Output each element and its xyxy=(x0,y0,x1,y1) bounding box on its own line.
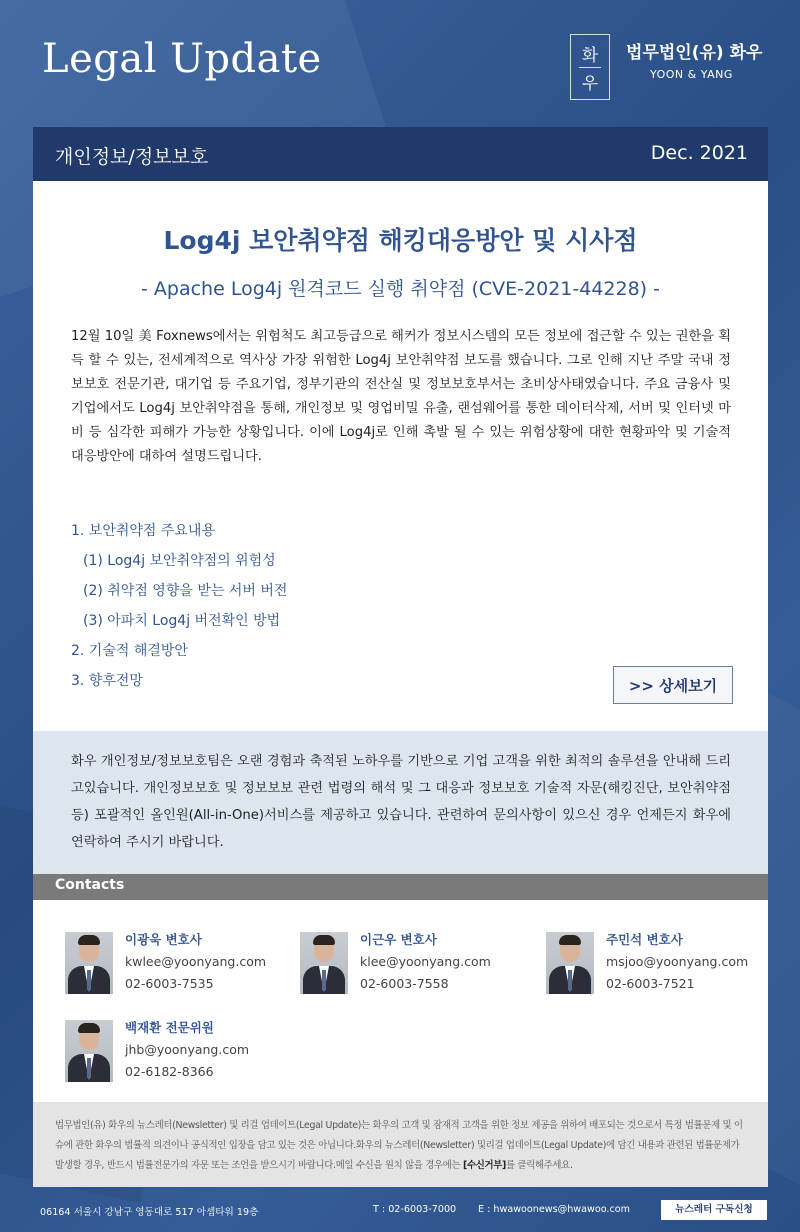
lawyer-photo xyxy=(65,1020,113,1082)
contact-name: 이광욱 변호사 xyxy=(125,932,202,947)
unsubscribe-link[interactable]: [수신거부] xyxy=(462,1160,506,1171)
contact-card xyxy=(300,932,530,1002)
subscribe-button[interactable]: 뉴스레터 구독신청 xyxy=(661,1200,767,1220)
contact-phone: 02-6182-8366 xyxy=(125,1064,214,1079)
article-intro: 12월 10일 美 Foxnews에서는 위험척도 최고등급으로 해커가 정보시스템의 모든 정보에 접근할 수 있는 권한을 획득 할 수 있는, 전세계적으로 역사상 가장 위험한 Log4j 보안취약점 보도를 했습니다. 그로 인해 지난 주말 국내 정보보호 전문기관, 대기업 등 주요기업, 정부기관의 전산실 및 정보보호부서는 초비상사태였습니다. 주요 금융사 및 기업에서도 Log4j 보안취약점을 통해, 개인정보 및 영업비밀 유출, 랜섬웨어를 통한 데이터삭제, 서버 및 인터넷 마비 등 심각한 피해가 가능한 상황입니다. 이에 Log4j로 인해 촉발 될 수 있는 위험상황에 대한 현황파악 및 기술적 대응방안에 대하여 설명드립니다. xyxy=(71,329,731,464)
lawyer-photo xyxy=(300,932,348,994)
view-details-button[interactable]: >> 상세보기 xyxy=(613,666,733,704)
contact-name: 주민석 변호사 xyxy=(606,932,683,947)
contacts-label: Contacts xyxy=(55,877,125,893)
contact-phone: 02-6003-7521 xyxy=(606,976,695,991)
team-text: 화우 개인정보/정보보호팀은 오랜 경험과 축적된 노하우를 기반으로 기업 고객을 위한 최적의 솔루션을 안내해 드리고있습니다. 개인정보보호 및 정보보보 관련 법령의 해석 및 그 대응과 정보보호 기술적 자문(해킹진단, 보안취약점 등) 포괄적인 올인원(All-in-One)서비스를 제공하고 있습니다. 관련하여 문의사항이 있으신 경우 언제든지 화우에 연락하여 주시기 바랍니다. xyxy=(71,754,731,850)
disclaimer-text xyxy=(55,1116,745,1176)
toc-item[interactable]: 1. 보안취약점 주요내용 xyxy=(71,523,215,539)
contact-card xyxy=(65,1020,295,1090)
contact-email[interactable]: kwlee@yoonyang.com xyxy=(125,954,267,969)
contacts-header xyxy=(33,874,768,900)
issue-date: Dec. 2021 xyxy=(650,142,748,164)
category-label: 개인정보/정보보호 xyxy=(55,146,209,168)
lawyer-photo xyxy=(65,932,113,994)
footer-email[interactable]: E : hwawoonews@hwawoo.com xyxy=(478,1204,630,1215)
contacts-section xyxy=(33,900,768,1102)
toc-item[interactable]: 2. 기술적 해결방안 xyxy=(71,643,188,659)
toc-item[interactable]: (1) Log4j 보안취약점의 위험성 xyxy=(83,553,276,569)
footer-phone: T : 02-6003-7000 xyxy=(373,1204,457,1215)
contact-phone: 02-6003-7558 xyxy=(360,976,449,991)
section-bar xyxy=(33,127,768,181)
toc-item[interactable]: (3) 아파치 Log4j 버전확인 방법 xyxy=(83,613,281,629)
header xyxy=(0,0,800,126)
disclaimer-box xyxy=(33,1102,768,1187)
disclaimer-body: 법무법인(유) 화우의 뉴스레터(Newsletter) 및 리걸 업데이트(Legal Update)는 화우의 고객 및 잠재적 고객을 위한 정보 제공을 위하여 배포되는 것으로서 특정 법률문제 및 이슈에 관한 화우의 법률적 의견이나 공식적인 입장을 담고 있는 것은 아닙니다.화우의 뉴스레터(Newsletter) 및리걸 업데이트(Legal Update)에 담긴 내용과 관련된 법률문제가 발생할 경우, 반드시 법률전문가의 자문 또는 조언을 받으시기 바랍니다.메일 수신을 원치 않을 경우에는 xyxy=(55,1120,743,1171)
contact-email[interactable]: jhb@yoonyang.com xyxy=(125,1042,250,1057)
firm-name-korean: 법무법인(유) 화우 xyxy=(626,43,763,63)
logo-divider xyxy=(579,67,601,68)
newsletter-title: Legal Update xyxy=(42,36,322,82)
firm-name-english: YOON & YANG xyxy=(650,68,733,81)
contact-card xyxy=(65,932,295,1002)
footer-address: 06164 서울시 강남구 영동대로 517 아셈타워 19층 xyxy=(40,1207,259,1218)
logo-char: 화 xyxy=(581,46,599,66)
contact-name: 백재환 전문위원 xyxy=(125,1020,214,1035)
contact-phone: 02-6003-7535 xyxy=(125,976,214,991)
lawyer-photo xyxy=(546,932,594,994)
logo-char: 우 xyxy=(581,74,599,94)
article-content xyxy=(33,181,768,731)
disclaimer-end: 를 클릭해주세요. xyxy=(505,1160,573,1171)
contact-email[interactable]: msjoo@yoonyang.com xyxy=(606,954,749,969)
contact-card xyxy=(546,932,776,1002)
contact-name: 이근우 변호사 xyxy=(360,932,437,947)
article-subtitle: - Apache Log4j 원격코드 실행 취약점 (CVE-2021-44228) - xyxy=(141,278,660,300)
toc-item[interactable]: 3. 향후전망 xyxy=(71,673,143,689)
contact-email[interactable]: klee@yoonyang.com xyxy=(360,954,491,969)
firm-logo-seal xyxy=(570,34,610,100)
toc-item[interactable]: (2) 취약점 영향을 받는 서버 버전 xyxy=(83,583,288,599)
article-title: Log4j 보안취약점 해킹대응방안 및 시사점 xyxy=(163,226,638,255)
footer xyxy=(0,1195,800,1232)
team-description xyxy=(33,731,768,874)
